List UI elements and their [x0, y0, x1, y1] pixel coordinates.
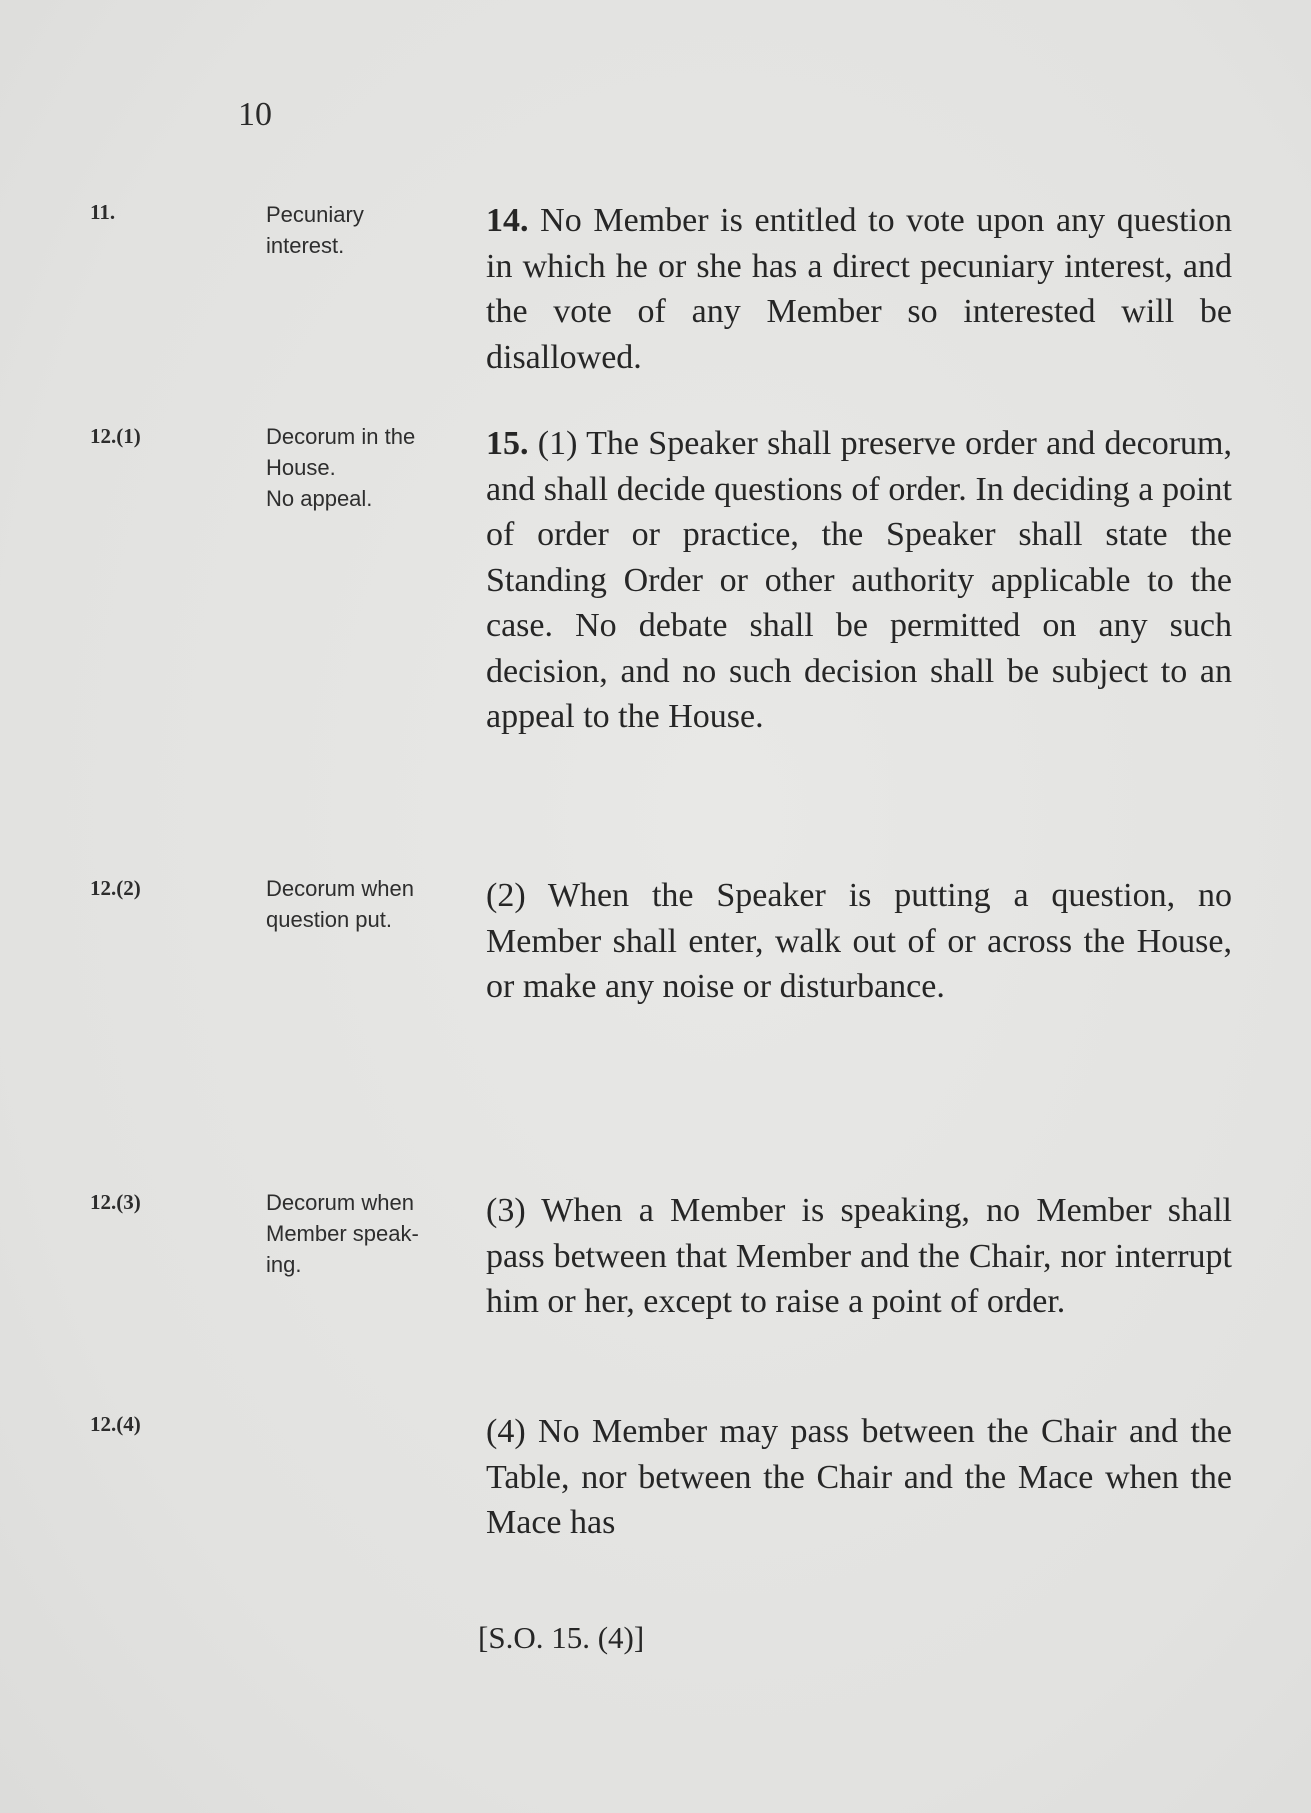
section-reference-12-2: 12.(2): [90, 876, 141, 900]
margin-note-line: Decorum when: [266, 1190, 414, 1215]
section-reference-12-1: 12.(1): [90, 424, 141, 448]
standing-order-number: 14.: [486, 202, 529, 239]
standing-order-15-2: [486, 873, 1232, 1010]
standing-order-15-4: [486, 1409, 1232, 1546]
margin-note-line: Member speak-: [266, 1221, 419, 1246]
section-reference-11: 11.: [90, 200, 116, 224]
margin-note-pecuniary-interest: [266, 199, 466, 261]
margin-note-decorum-member-speaking: [266, 1187, 466, 1280]
section-reference-12-3: 12.(3): [90, 1190, 141, 1214]
standing-order-number: 15.: [486, 425, 529, 462]
margin-note-line: Decorum when: [266, 876, 414, 901]
section-reference-12-4: 12.(4): [90, 1412, 141, 1436]
margin-note-line: ing.: [266, 1252, 302, 1277]
standing-order-15-1: [486, 421, 1232, 740]
margin-note-decorum-in-house: [266, 421, 466, 514]
standing-order-text: (3) When a Member is speaking, no Member shall pass between that Member and the Chair, nor interrupt him or her, except to raise a point of order.: [486, 1192, 1232, 1320]
standing-order-15-3: [486, 1188, 1232, 1325]
standing-order-text: No Member is entitled to vote upon any question in which he or she has a direct pecuniary interest, and the vote of any Member so interested will be disallowed.: [486, 202, 1232, 376]
standing-order-text: (1) The Speaker shall preserve order and decorum, and shall decide questions of order. In deciding a point of order or practice, the Speaker shall state the Standing Order or other authority applicable to the case. No debate shall be permitted on any such decision, and no such decision shall be subject to an appeal to the House.: [486, 425, 1232, 735]
margin-note-line: Pecuniary: [266, 202, 364, 227]
page-footer-reference: [S.O. 15. (4)]: [478, 1620, 645, 1655]
standing-order-text: (4) No Member may pass between the Chair and the Table, nor between the Chair and the Mace when the Mace has: [486, 1413, 1232, 1541]
page-number: 10: [238, 96, 272, 133]
margin-note-line: House.: [266, 455, 336, 480]
margin-note-line: Decorum in the: [266, 424, 416, 449]
margin-note-line: question put.: [266, 907, 392, 932]
margin-note-line: interest.: [266, 233, 345, 258]
margin-note-decorum-question-put: [266, 873, 466, 935]
margin-note-line: No appeal.: [266, 486, 373, 511]
standing-order-14: [486, 198, 1232, 380]
standing-order-text: (2) When the Speaker is putting a question, no Member shall enter, walk out of or across the House, or make any noise or disturbance.: [486, 877, 1232, 1005]
